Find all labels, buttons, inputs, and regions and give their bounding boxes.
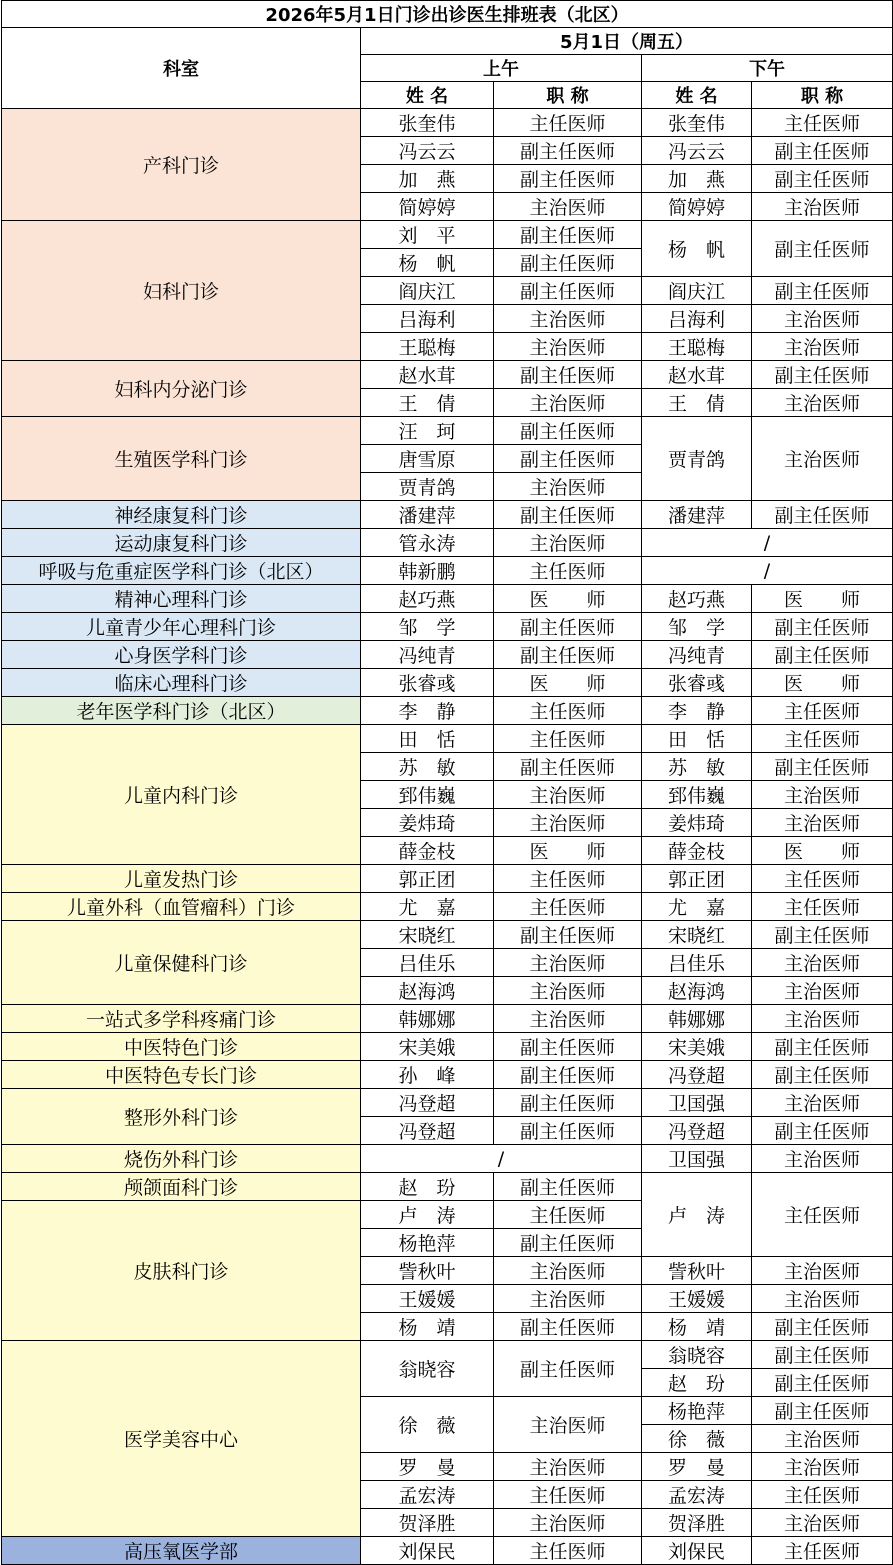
- pm-doctor-title: 主治医师: [752, 977, 893, 1005]
- department-name: 中医特色门诊: [2, 1033, 361, 1061]
- am-doctor-title: 主治医师: [494, 473, 642, 501]
- department-name: 妇科门诊: [2, 221, 361, 361]
- pm-doctor-name: 薛金枝: [642, 837, 752, 865]
- am-doctor-title: 副主任医师: [494, 1313, 642, 1341]
- am-doctor-name: 杨艳萍: [361, 1229, 494, 1257]
- department-name: 生殖医学科门诊: [2, 417, 361, 501]
- pm-doctor-title: 副主任医师: [752, 641, 893, 669]
- am-doctor-name: 邹 学: [361, 613, 494, 641]
- am-doctor-name: 潘建萍: [361, 501, 494, 529]
- am-doctor-title: 主治医师: [494, 193, 642, 221]
- pm-doctor-name: 罗 曼: [642, 1453, 752, 1481]
- department-name: 医学美容中心: [2, 1341, 361, 1537]
- table-row: [2, 221, 893, 249]
- table-row: [2, 1033, 893, 1061]
- am-doctor-title: 副主任医师: [494, 1089, 642, 1117]
- table-row: [2, 501, 893, 529]
- department-name: 颅颌面科门诊: [2, 1173, 361, 1201]
- pm-doctor-title: 主治医师: [752, 1453, 893, 1481]
- table-row: [2, 585, 893, 613]
- am-absent-slash: /: [361, 1145, 642, 1173]
- am-doctor-name: 宋美娥: [361, 1033, 494, 1061]
- am-doctor-name: 管永涛: [361, 529, 494, 557]
- am-doctor-name: 简婷婷: [361, 193, 494, 221]
- department-name: 烧伤外科门诊: [2, 1145, 361, 1173]
- pm-doctor-title: 主治医师: [752, 193, 893, 221]
- am-doctor-name: 薛金枝: [361, 837, 494, 865]
- table-title: 2026年5月1日门诊出诊医生排班表（北区）: [2, 1, 893, 28]
- am-doctor-name: 吕佳乐: [361, 949, 494, 977]
- am-doctor-title: 副主任医师: [494, 445, 642, 473]
- am-doctor-name: 卢 涛: [361, 1201, 494, 1229]
- am-doctor-title: 主治医师: [494, 977, 642, 1005]
- am-doctor-name: 冯登超: [361, 1117, 494, 1145]
- pm-doctor-title: 副主任医师: [752, 361, 893, 389]
- pm-doctor-name: 简婷婷: [642, 193, 752, 221]
- pm-doctor-name: 张睿彧: [642, 669, 752, 697]
- pm-doctor-name: 卢 涛: [642, 1173, 752, 1257]
- department-name: 妇科内分泌门诊: [2, 361, 361, 417]
- am-doctor-name: 郅伟巍: [361, 781, 494, 809]
- am-doctor-name: 贺泽胜: [361, 1509, 494, 1537]
- pm-doctor-title: 主治医师: [752, 949, 893, 977]
- am-doctor-name: 訾秋叶: [361, 1257, 494, 1285]
- am-doctor-name: 孙 峰: [361, 1061, 494, 1089]
- pm-doctor-name: 贾青鸽: [642, 417, 752, 501]
- am-doctor-name: 吕海利: [361, 305, 494, 333]
- am-doctor-title: 主任医师: [494, 725, 642, 753]
- am-doctor-name: 郭正团: [361, 865, 494, 893]
- am-doctor-title: 副主任医师: [494, 165, 642, 193]
- table-row: [2, 1173, 893, 1201]
- pm-doctor-name: 赵 玢: [642, 1369, 752, 1397]
- am-doctor-name: 苏 敏: [361, 753, 494, 781]
- table-row: [2, 1089, 893, 1117]
- pm-doctor-name: 加 燕: [642, 165, 752, 193]
- am-doctor-name: 唐雪原: [361, 445, 494, 473]
- am-doctor-name: 罗 曼: [361, 1453, 494, 1481]
- am-doctor-title: 主治医师: [494, 809, 642, 837]
- am-doctor-name: 加 燕: [361, 165, 494, 193]
- am-doctor-title: 医 师: [494, 585, 642, 613]
- pm-doctor-name: 王聪梅: [642, 333, 752, 361]
- pm-doctor-name: 苏 敏: [642, 753, 752, 781]
- am-doctor-name: 李 静: [361, 697, 494, 725]
- dept-header: 科室: [2, 28, 361, 109]
- table-row: [2, 1145, 893, 1173]
- pm-absent-slash: /: [642, 557, 893, 585]
- table-row: [2, 865, 893, 893]
- pm-doctor-title: 副主任医师: [752, 1341, 893, 1369]
- pm-doctor-title: 主治医师: [752, 1089, 893, 1117]
- pm-doctor-title: 医 师: [752, 585, 893, 613]
- pm-doctor-name: 孟宏涛: [642, 1481, 752, 1509]
- department-name: 高压氧医学部: [2, 1537, 361, 1565]
- am-doctor-title: 主任医师: [494, 893, 642, 921]
- pm-doctor-title: 主治医师: [752, 1509, 893, 1537]
- am-doctor-name: 赵海鸿: [361, 977, 494, 1005]
- pm-doctor-title: 副主任医师: [752, 1397, 893, 1425]
- pm-doctor-title: 主任医师: [752, 1537, 893, 1565]
- department-name: 运动康复科门诊: [2, 529, 361, 557]
- department-name: 皮肤科门诊: [2, 1201, 361, 1341]
- am-doctor-title: 副主任医师: [494, 1117, 642, 1145]
- am-name-header: 姓 名: [361, 82, 494, 109]
- pm-doctor-name: 卫国强: [642, 1089, 752, 1117]
- pm-doctor-name: 潘建萍: [642, 501, 752, 529]
- pm-doctor-title: 副主任医师: [752, 1117, 893, 1145]
- pm-doctor-name: 贺泽胜: [642, 1509, 752, 1537]
- am-doctor-title: 主治医师: [494, 305, 642, 333]
- pm-doctor-name: 宋晓红: [642, 921, 752, 949]
- pm-doctor-title: 副主任医师: [752, 1033, 893, 1061]
- am-doctor-title: 副主任医师: [494, 613, 642, 641]
- am-doctor-title: 主治医师: [494, 949, 642, 977]
- am-doctor-name: 冯登超: [361, 1089, 494, 1117]
- pm-doctor-title: 主任医师: [752, 1481, 893, 1509]
- pm-doctor-name: 阎庆江: [642, 277, 752, 305]
- pm-doctor-title: 副主任医师: [752, 1369, 893, 1397]
- am-doctor-title: 医 师: [494, 837, 642, 865]
- am-doctor-title: 副主任医师: [494, 1033, 642, 1061]
- date-header: 5月1日（周五）: [361, 28, 893, 55]
- pm-doctor-title: 副主任医师: [752, 137, 893, 165]
- pm-doctor-name: 徐 薇: [642, 1425, 752, 1453]
- table-row: [2, 417, 893, 445]
- am-doctor-title: 主任医师: [494, 865, 642, 893]
- pm-doctor-name: 訾秋叶: [642, 1257, 752, 1285]
- department-name: 一站式多学科疼痛门诊: [2, 1005, 361, 1033]
- am-doctor-name: 尤 嘉: [361, 893, 494, 921]
- department-name: 神经康复科门诊: [2, 501, 361, 529]
- am-doctor-title: 主任医师: [494, 1201, 642, 1229]
- pm-doctor-name: 邹 学: [642, 613, 752, 641]
- pm-doctor-title: 主治医师: [752, 389, 893, 417]
- am-doctor-name: 贾青鸽: [361, 473, 494, 501]
- pm-doctor-title: 主治医师: [752, 333, 893, 361]
- am-doctor-name: 冯云云: [361, 137, 494, 165]
- table-row: [2, 1537, 893, 1565]
- am-doctor-title: 副主任医师: [494, 1341, 642, 1397]
- am-doctor-name: 翁晓容: [361, 1341, 494, 1397]
- pm-doctor-title: 主任医师: [752, 725, 893, 753]
- pm-doctor-name: 赵水茸: [642, 361, 752, 389]
- pm-doctor-name: 郭正团: [642, 865, 752, 893]
- pm-doctor-name: 田 恬: [642, 725, 752, 753]
- department-name: 儿童保健科门诊: [2, 921, 361, 1005]
- am-doctor-title: 副主任医师: [494, 221, 642, 249]
- am-doctor-title: 副主任医师: [494, 137, 642, 165]
- am-doctor-name: 韩娜娜: [361, 1005, 494, 1033]
- pm-doctor-title: 主任医师: [752, 697, 893, 725]
- pm-doctor-title: 主治医师: [752, 1257, 893, 1285]
- am-header: 上午: [361, 55, 642, 82]
- am-doctor-title: 主任医师: [494, 697, 642, 725]
- pm-name-header: 姓 名: [642, 82, 752, 109]
- table-row: [2, 921, 893, 949]
- pm-doctor-title: 主任医师: [752, 109, 893, 137]
- am-doctor-name: 杨 帆: [361, 249, 494, 277]
- pm-doctor-name: 姜炜琦: [642, 809, 752, 837]
- table-row: [2, 1061, 893, 1089]
- table-row: [2, 697, 893, 725]
- table-row: [2, 725, 893, 753]
- am-doctor-title: 副主任医师: [494, 753, 642, 781]
- pm-doctor-name: 赵巧燕: [642, 585, 752, 613]
- pm-doctor-name: 杨艳萍: [642, 1397, 752, 1425]
- pm-doctor-name: 冯登超: [642, 1117, 752, 1145]
- am-doctor-name: 王聪梅: [361, 333, 494, 361]
- pm-doctor-name: 李 静: [642, 697, 752, 725]
- am-doctor-name: 赵巧燕: [361, 585, 494, 613]
- department-name: 整形外科门诊: [2, 1089, 361, 1145]
- table-row: [2, 1341, 893, 1369]
- am-doctor-title: 主治医师: [494, 1257, 642, 1285]
- pm-doctor-title: 副主任医师: [752, 501, 893, 529]
- am-doctor-name: 姜炜琦: [361, 809, 494, 837]
- am-doctor-title: 主治医师: [494, 1509, 642, 1537]
- pm-doctor-name: 吕海利: [642, 305, 752, 333]
- table-row: [2, 641, 893, 669]
- am-doctor-title: 主治医师: [494, 781, 642, 809]
- pm-doctor-title: 副主任医师: [752, 1061, 893, 1089]
- am-doctor-name: 赵水茸: [361, 361, 494, 389]
- am-doctor-name: 宋晓红: [361, 921, 494, 949]
- table-row: [2, 529, 893, 557]
- am-doctor-name: 张睿彧: [361, 669, 494, 697]
- am-doctor-title: 医 师: [494, 669, 642, 697]
- am-doctor-name: 王 倩: [361, 389, 494, 417]
- pm-doctor-title: 主任医师: [752, 1173, 893, 1257]
- pm-doctor-name: 尤 嘉: [642, 893, 752, 921]
- pm-doctor-name: 宋美娥: [642, 1033, 752, 1061]
- table-row: [2, 893, 893, 921]
- am-doctor-name: 冯纯青: [361, 641, 494, 669]
- schedule-table: [1, 0, 893, 1565]
- am-doctor-title: 副主任医师: [494, 249, 642, 277]
- department-name: 呼吸与危重症医学科门诊（北区）: [2, 557, 361, 585]
- table-row: [2, 361, 893, 389]
- pm-rank-header: 职 称: [752, 82, 893, 109]
- pm-doctor-title: 医 师: [752, 837, 893, 865]
- am-doctor-name: 韩新鹏: [361, 557, 494, 585]
- pm-doctor-name: 冯登超: [642, 1061, 752, 1089]
- table-row: [2, 669, 893, 697]
- pm-doctor-name: 刘保民: [642, 1537, 752, 1565]
- am-doctor-title: 副主任医师: [494, 1173, 642, 1201]
- am-doctor-name: 汪 珂: [361, 417, 494, 445]
- pm-doctor-title: 主治医师: [752, 305, 893, 333]
- department-name: 儿童青少年心理科门诊: [2, 613, 361, 641]
- schedule-body: [2, 109, 893, 1565]
- am-doctor-title: 副主任医师: [494, 1229, 642, 1257]
- department-name: 儿童发热门诊: [2, 865, 361, 893]
- pm-doctor-name: 王媛媛: [642, 1285, 752, 1313]
- pm-doctor-title: 副主任医师: [752, 277, 893, 305]
- pm-doctor-title: 主治医师: [752, 809, 893, 837]
- am-doctor-name: 阎庆江: [361, 277, 494, 305]
- pm-doctor-name: 冯云云: [642, 137, 752, 165]
- pm-doctor-title: 医 师: [752, 669, 893, 697]
- am-doctor-name: 王媛媛: [361, 1285, 494, 1313]
- am-doctor-title: 主任医师: [494, 557, 642, 585]
- pm-header: 下午: [642, 55, 893, 82]
- am-doctor-name: 刘保民: [361, 1537, 494, 1565]
- pm-doctor-name: 吕佳乐: [642, 949, 752, 977]
- department-name: 心身医学科门诊: [2, 641, 361, 669]
- department-name: 儿童内科门诊: [2, 725, 361, 865]
- table-row: [2, 613, 893, 641]
- pm-doctor-title: 主治医师: [752, 417, 893, 501]
- pm-doctor-name: 王 倩: [642, 389, 752, 417]
- pm-doctor-title: 主治医师: [752, 1285, 893, 1313]
- am-doctor-title: 副主任医师: [494, 1061, 642, 1089]
- pm-doctor-name: 卫国强: [642, 1145, 752, 1173]
- am-doctor-title: 副主任医师: [494, 921, 642, 949]
- am-doctor-name: 孟宏涛: [361, 1481, 494, 1509]
- department-name: 儿童外科（血管瘤科）门诊: [2, 893, 361, 921]
- am-doctor-name: 张奎伟: [361, 109, 494, 137]
- pm-doctor-title: 主治医师: [752, 1425, 893, 1453]
- am-doctor-title: 副主任医师: [494, 641, 642, 669]
- table-row: [2, 557, 893, 585]
- table-row: [2, 1005, 893, 1033]
- am-doctor-title: 副主任医师: [494, 277, 642, 305]
- am-doctor-title: 主任医师: [494, 1481, 642, 1509]
- department-name: 产科门诊: [2, 109, 361, 221]
- am-doctor-title: 副主任医师: [494, 361, 642, 389]
- pm-doctor-title: 副主任医师: [752, 613, 893, 641]
- pm-doctor-name: 郅伟巍: [642, 781, 752, 809]
- pm-doctor-title: 副主任医师: [752, 1313, 893, 1341]
- pm-doctor-title: 副主任医师: [752, 753, 893, 781]
- am-doctor-title: 主治医师: [494, 333, 642, 361]
- am-doctor-title: 主治医师: [494, 1397, 642, 1453]
- am-doctor-title: 主任医师: [494, 1537, 642, 1565]
- am-doctor-name: 刘 平: [361, 221, 494, 249]
- pm-doctor-title: 主任医师: [752, 893, 893, 921]
- pm-doctor-name: 杨 靖: [642, 1313, 752, 1341]
- am-doctor-name: 杨 靖: [361, 1313, 494, 1341]
- am-doctor-title: 主治医师: [494, 1453, 642, 1481]
- department-name: 中医特色专长门诊: [2, 1061, 361, 1089]
- pm-doctor-name: 韩娜娜: [642, 1005, 752, 1033]
- am-doctor-title: 副主任医师: [494, 501, 642, 529]
- am-doctor-title: 副主任医师: [494, 417, 642, 445]
- pm-doctor-name: 赵海鸿: [642, 977, 752, 1005]
- pm-doctor-title: 主任医师: [752, 865, 893, 893]
- pm-doctor-title: 主治医师: [752, 781, 893, 809]
- department-name: 老年医学科门诊（北区）: [2, 697, 361, 725]
- pm-doctor-title: 主治医师: [752, 1005, 893, 1033]
- am-doctor-name: 赵 玢: [361, 1173, 494, 1201]
- am-doctor-name: 田 恬: [361, 725, 494, 753]
- pm-absent-slash: /: [642, 529, 893, 557]
- department-name: 精神心理科门诊: [2, 585, 361, 613]
- pm-doctor-title: 副主任医师: [752, 921, 893, 949]
- am-doctor-name: 徐 薇: [361, 1397, 494, 1453]
- am-doctor-title: 主治医师: [494, 389, 642, 417]
- am-doctor-title: 主治医师: [494, 1005, 642, 1033]
- pm-doctor-name: 张奎伟: [642, 109, 752, 137]
- table-row: [2, 109, 893, 137]
- pm-doctor-name: 翁晓容: [642, 1341, 752, 1369]
- pm-doctor-title: 副主任医师: [752, 165, 893, 193]
- pm-doctor-name: 杨 帆: [642, 221, 752, 277]
- pm-doctor-title: 主治医师: [752, 1145, 893, 1173]
- pm-doctor-name: 冯纯青: [642, 641, 752, 669]
- am-doctor-title: 主治医师: [494, 1285, 642, 1313]
- am-doctor-title: 主任医师: [494, 109, 642, 137]
- am-rank-header: 职 称: [494, 82, 642, 109]
- department-name: 临床心理科门诊: [2, 669, 361, 697]
- pm-doctor-title: 副主任医师: [752, 221, 893, 277]
- am-doctor-title: 主治医师: [494, 529, 642, 557]
